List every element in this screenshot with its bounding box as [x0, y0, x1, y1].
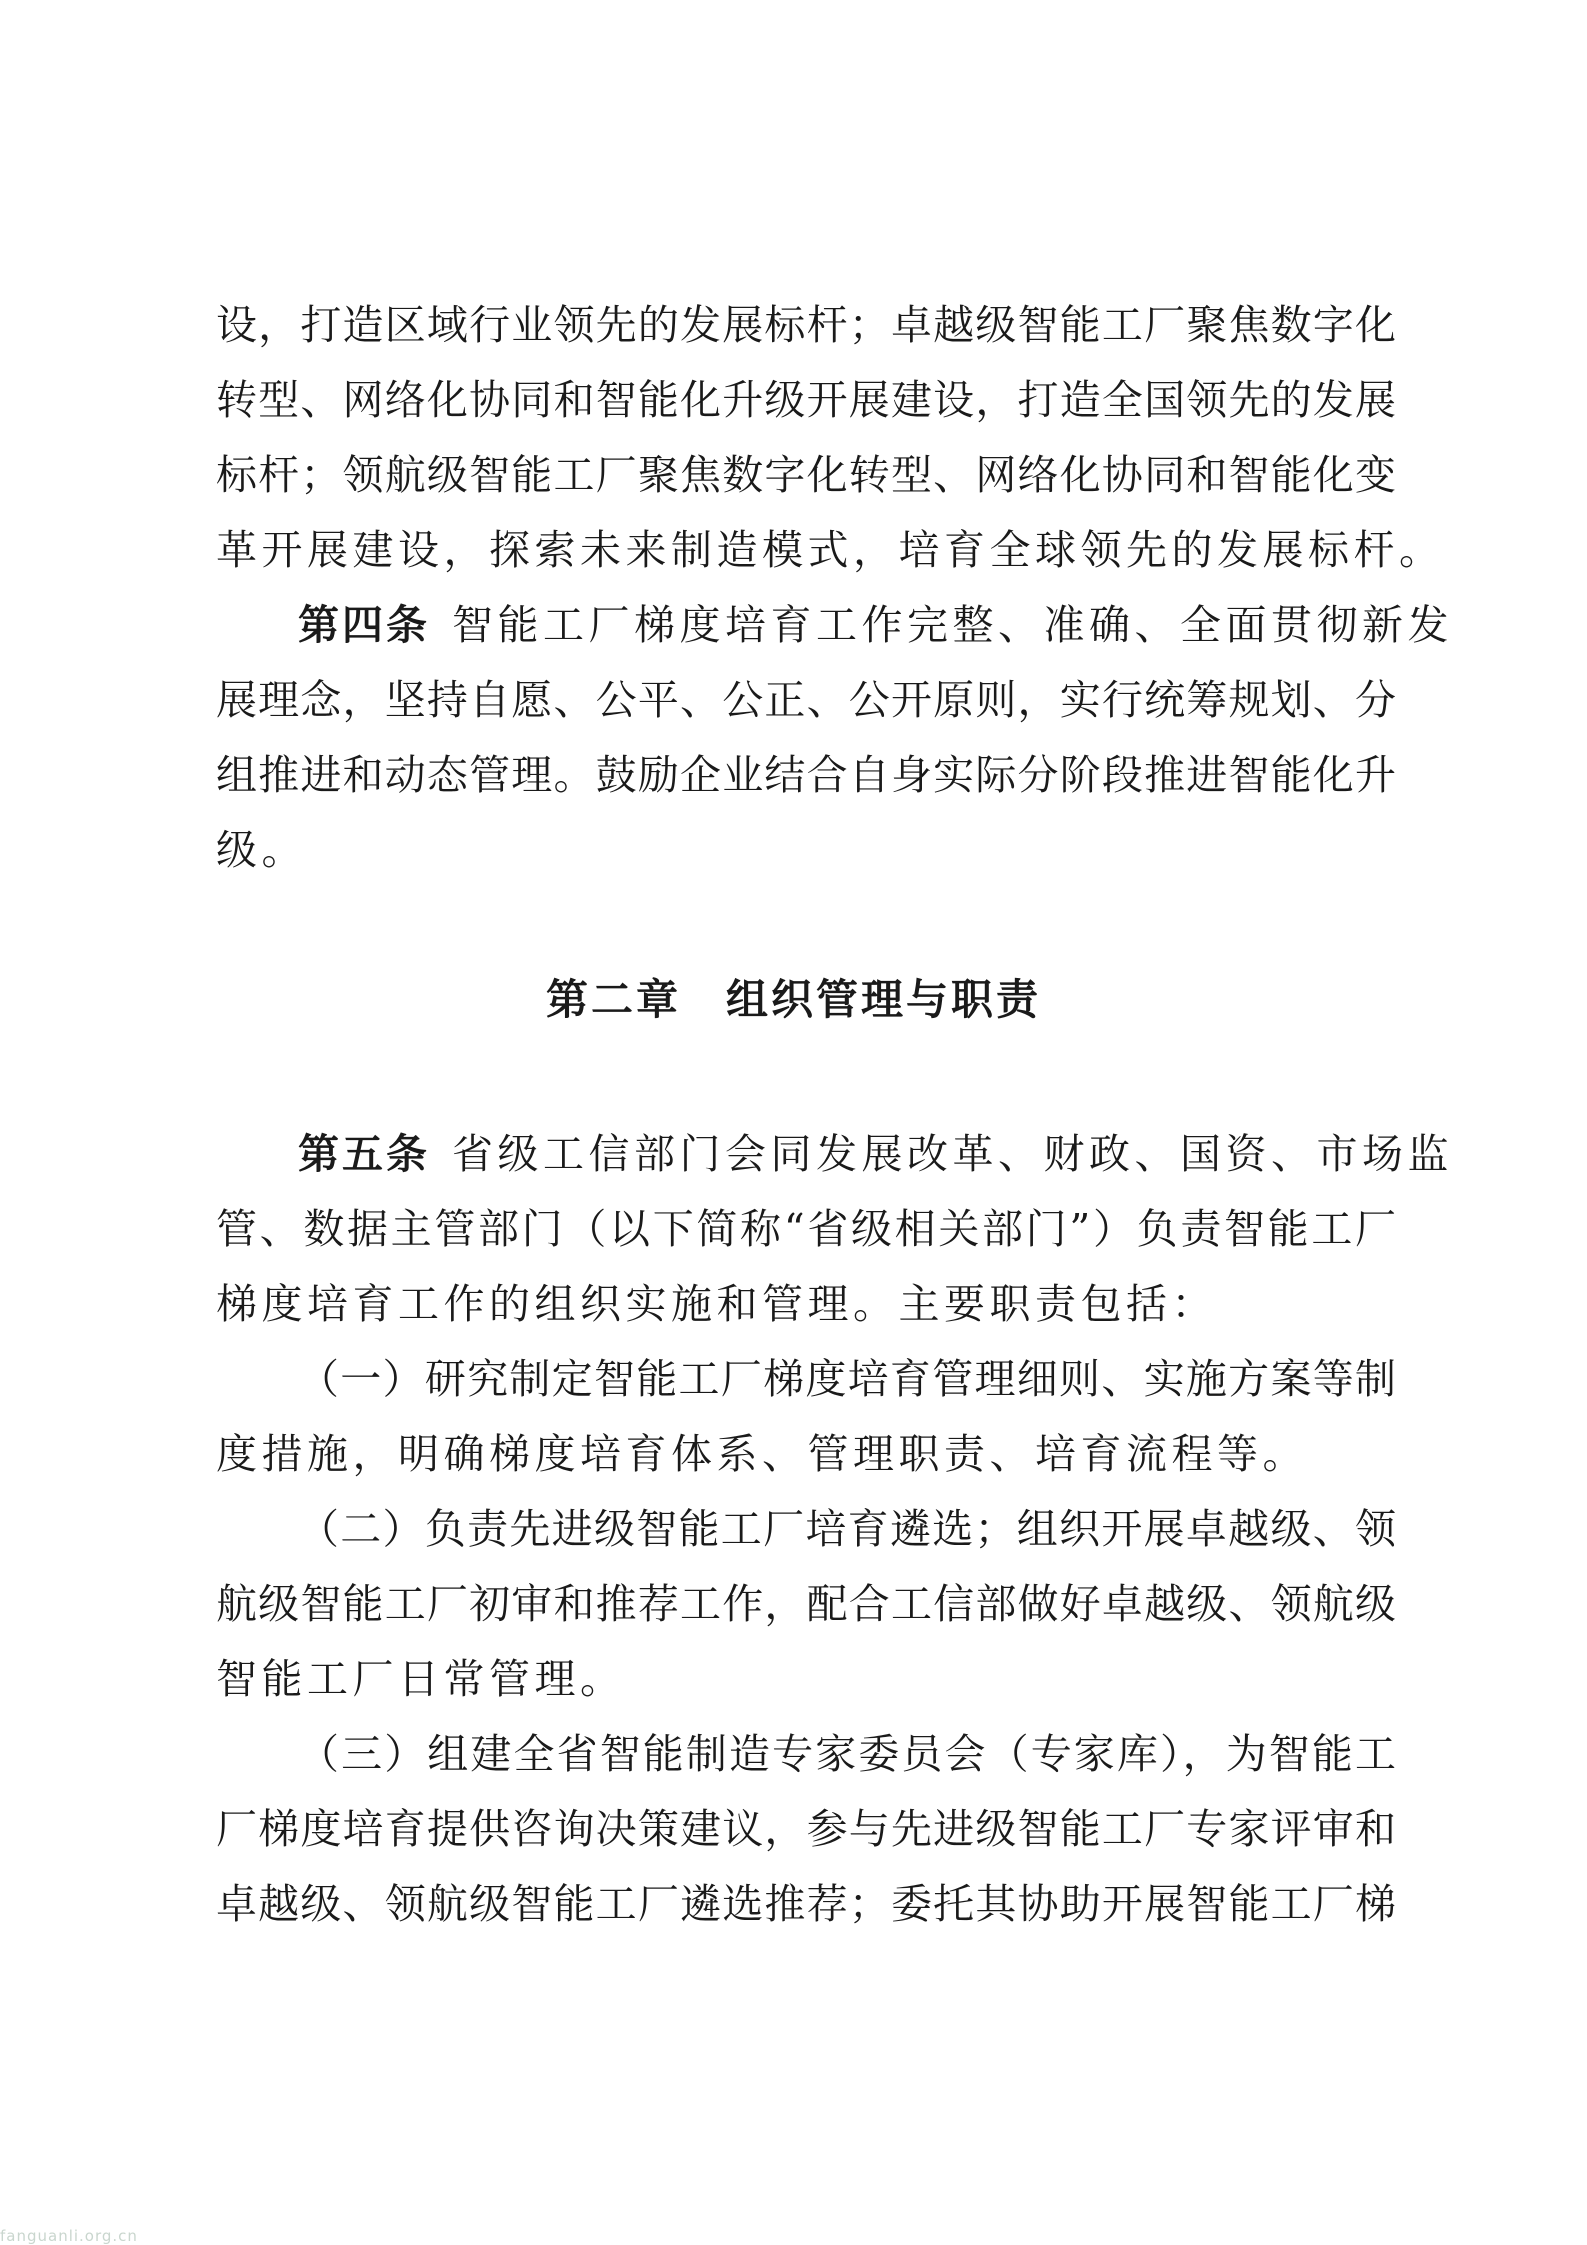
article4-first-line — [298, 600, 1453, 650]
chapter-title: 第二章 组织管理与职责 — [545, 975, 1041, 1024]
article4-line-2: 展理念，坚持自愿、公平、公正、公开原则，实行统筹规划、分 — [216, 676, 1396, 724]
article3-line-4: 革开展建设，探索未来制造模式，培育全球领先的发展标杆。 — [216, 526, 1445, 574]
item2-line-3: 智能工厂日常管理。 — [216, 1655, 626, 1703]
item2-line-1: （二）负责先进级智能工厂培育遴选；组织开展卓越级、领 — [298, 1505, 1396, 1553]
item2-line-2: 航级智能工厂初审和推荐工作，配合工信部做好卓越级、领航级 — [216, 1580, 1396, 1628]
article5-line-3: 梯度培育工作的组织实施和管理。主要职责包括： — [216, 1280, 1217, 1328]
item1-line-2: 度措施，明确梯度培育体系、管理职责、培育流程等。 — [216, 1430, 1308, 1478]
article5-first-line — [298, 1129, 1453, 1179]
article3-line-3: 标杆；领航级智能工厂聚焦数字化转型、网络化协同和智能化变 — [216, 451, 1396, 499]
item3-line-1: （三）组建全省智能制造专家委员会（专家库），为智能工 — [298, 1730, 1396, 1778]
item3-line-3: 卓越级、领航级智能工厂遴选推荐；委托其协助开展智能工厂梯 — [216, 1880, 1396, 1928]
item1-line-1: （一）研究制定智能工厂梯度培育管理细则、实施方案等制 — [298, 1355, 1396, 1403]
article5-line-2: 管、数据主管部门（以下简称“省级相关部门”）负责智能工厂 — [216, 1205, 1396, 1253]
article4-line-3: 组推进和动态管理。鼓励企业结合自身实际分阶段推进智能化升 — [216, 751, 1396, 799]
item3-line-2: 厂梯度培育提供咨询决策建议，参与先进级智能工厂专家评审和 — [216, 1805, 1396, 1853]
article4-label: 第四条 — [298, 601, 430, 649]
article3-line-2: 转型、网络化协同和智能化升级开展建设，打造全国领先的发展 — [216, 376, 1396, 424]
article4-line-1: 智能工厂梯度培育工作完整、准确、全面贯彻新发 — [452, 601, 1453, 649]
article5-label: 第五条 — [298, 1130, 430, 1178]
article4-line-4: 级。 — [216, 826, 307, 874]
article5-line-1: 省级工信部门会同发展改革、财政、国资、市场监 — [452, 1130, 1453, 1178]
article3-line-1: 设，打造区域行业领先的发展标杆；卓越级智能工厂聚焦数字化 — [216, 301, 1396, 349]
site-watermark: fanguanli.org.cn — [0, 2227, 138, 2245]
